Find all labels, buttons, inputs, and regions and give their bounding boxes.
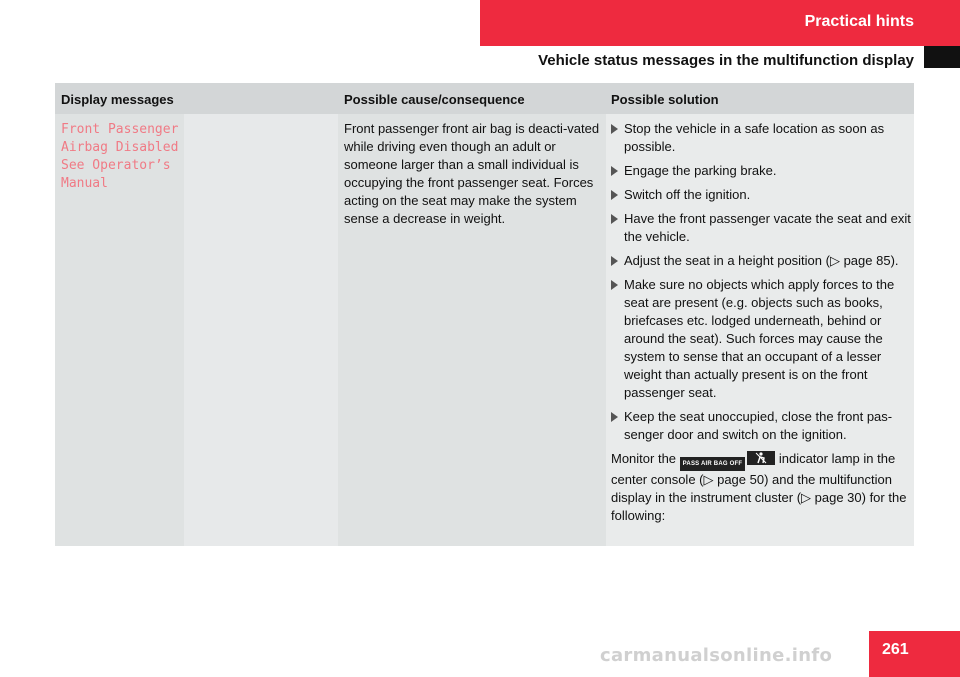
section-title: Practical hints [804, 13, 914, 30]
solution-step [611, 120, 911, 156]
step-text: Engage the parking brake. [624, 163, 777, 178]
step-arrow-icon [611, 280, 618, 290]
step-text: Make sure no objects which apply forces to the seat are present (e.g. objects such as books, briefcases etc. lodged underneath, behind or around the seat). Such forces may cause the system to sense that an occupant of a lesser weight than actually present is on the front passenger seat. [624, 277, 895, 400]
solution-step [611, 162, 911, 180]
step-arrow-icon [611, 124, 618, 134]
display-message-line: Airbag Disabled [61, 140, 179, 155]
monitor-note [611, 450, 911, 525]
column-spacer [184, 83, 338, 546]
cause-text: Front passenger front air bag is deacti-vated while driving even though an adult or someone larger than a small individual is occupying the front passenger seat. Forces acting on the seat may make the system sense a decrease in weight. [344, 121, 600, 226]
monitor-suffix: indicator lamp in the center console (▷ page 50) and the multifunction display in the instrument cluster (▷ page 30) for the following: [611, 451, 907, 523]
section-tab [480, 0, 960, 46]
pass-airbag-off-indicator: PASS AIR BAG OFF [680, 457, 746, 471]
solution-step [611, 186, 911, 204]
header-possible-cause: Possible cause/consequence [344, 92, 525, 107]
display-message-line: Manual [61, 176, 108, 191]
corner-marker [924, 46, 960, 68]
page-number: 261 [869, 631, 960, 677]
status-message-table [55, 83, 914, 546]
step-arrow-icon [611, 190, 618, 200]
step-text: Keep the seat unoccupied, close the front pas-senger door and switch on the ignition. [624, 409, 893, 442]
step-arrow-icon [611, 214, 618, 224]
step-text: Adjust the seat in a height position (▷ page 85). [624, 253, 899, 268]
step-arrow-icon [611, 412, 618, 422]
step-text: Have the front passenger vacate the seat and exit the vehicle. [624, 211, 911, 244]
solution-step [611, 210, 911, 246]
solution-step [611, 408, 911, 444]
step-arrow-icon [611, 256, 618, 266]
display-message-line: See Operator’s [61, 158, 171, 173]
page-subtitle: Vehicle status messages in the multifunction display [538, 52, 914, 69]
step-text: Stop the vehicle in a safe location as soon as possible. [624, 121, 885, 154]
solution-step [611, 276, 911, 402]
airbag-off-icon [747, 451, 775, 465]
watermark: carmanualsonline.info [600, 645, 833, 666]
monitor-prefix: Monitor the [611, 451, 677, 466]
display-message-line: Front Passenger [61, 122, 179, 137]
solution-step [611, 252, 911, 270]
header-possible-solution: Possible solution [611, 92, 719, 107]
step-text: Switch off the ignition. [624, 187, 751, 202]
header-display-messages: Display messages [61, 92, 174, 107]
solution-cell [611, 120, 911, 525]
display-message-text [61, 121, 181, 193]
step-arrow-icon [611, 166, 618, 176]
table-header-row [55, 83, 914, 114]
